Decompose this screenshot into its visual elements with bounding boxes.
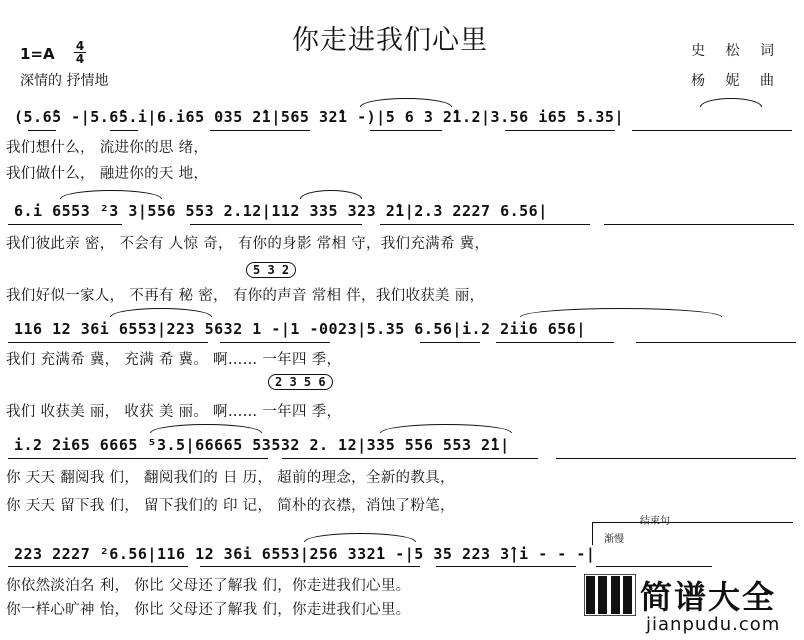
- lyrics-line-4b: 你 天天 留下我 们， 留下我们的 印 记， 简朴的衣襟，消蚀了粉笔，: [6, 498, 455, 514]
- lyrics-line-1a: 我们想什么， 流进你的思 绪，: [6, 140, 209, 156]
- watermark-name: 简谱大全: [640, 578, 777, 616]
- lyrics-line-4a: 你 天天 翻阅我 们， 翻阅我们的 日 历， 超前的理念，全新的教具，: [6, 470, 455, 486]
- beam: [496, 342, 614, 343]
- slur: [304, 533, 416, 542]
- slur: [110, 308, 212, 317]
- ritard-label: 渐慢: [604, 534, 624, 545]
- beam: [632, 130, 792, 131]
- slur: [700, 98, 762, 107]
- beam: [282, 458, 538, 459]
- beam: [596, 566, 712, 567]
- meter-bottom: 4: [75, 52, 85, 66]
- composer-credit: 杨 妮 曲: [691, 73, 782, 89]
- beam: [556, 458, 796, 459]
- beam: [380, 224, 590, 225]
- notation-line-4: i.2 2i65 6665 ⁵3.5|66665 53532 2. 12|335 556 553 2̂1|: [14, 436, 510, 454]
- beam: [505, 130, 615, 131]
- beam: [636, 342, 796, 343]
- slur: [380, 424, 512, 433]
- notation-line-2: 6.i 6553 ²3 3|556 553 2.12|112 335 323 2̂1|2.3 2227 6.56|: [14, 202, 548, 220]
- notation-line-1: (5.6̂5 -|5.6̂5.i|6.i65 035 2̂1|565 32̂1 -)|5 6 3 2̂1.2|3.56 i65 5.35|: [14, 108, 624, 126]
- beam: [8, 458, 268, 459]
- beam: [604, 224, 794, 225]
- ending-label: 结束句: [640, 516, 670, 527]
- meter-top: 4: [75, 39, 85, 53]
- beam: [436, 566, 576, 567]
- beam: [420, 342, 480, 343]
- lyrics-line-2b: 我们好似一家人， 不再有 秘 密， 有你的声音 常相 伴，我们收获美 丽，: [6, 288, 485, 304]
- beam: [110, 130, 138, 131]
- key-signature: 1=A: [20, 45, 55, 63]
- lyrics-line-5b: 你一样心旷神 怡， 你比 父母还了解我 们，你走进我们心里。: [6, 602, 411, 618]
- lyrics-line-1b: 我们做什么， 融进你的天 地，: [6, 166, 209, 182]
- piano-keys-icon: [584, 574, 636, 616]
- beam: [370, 130, 442, 131]
- lyrics-line-3a: 我们 充满希 冀， 充满 希 冀。 啊…… 一年四 季，: [6, 352, 342, 368]
- circled-variant-a: 5 3 2: [246, 262, 296, 278]
- notation-line-3: 116 12 36i 6553|223 5632 1 -|1 -0023|5.35 6.56|i.2 2ii6 656|: [14, 320, 586, 338]
- slur: [150, 424, 262, 433]
- beam: [200, 566, 420, 567]
- circled-variant-b: 2 3 5 6: [268, 374, 333, 390]
- beam: [220, 342, 330, 343]
- slur: [60, 190, 162, 199]
- beam: [28, 130, 56, 131]
- slur: [360, 98, 452, 107]
- beam: [210, 130, 310, 131]
- slur: [520, 308, 722, 317]
- tempo-marking: 深情的 抒情地: [20, 73, 109, 89]
- lyrics-line-5a: 你依然淡泊名 利， 你比 父母还了解我 们，你走进我们心里。: [6, 578, 411, 594]
- lyrics-line-3b: 我们 收获美 丽， 收获 美 丽。 啊…… 一年四 季，: [6, 404, 342, 420]
- watermark-url: jianpudu.com: [646, 614, 781, 635]
- site-watermark: [576, 570, 798, 638]
- notation-line-5: 223 2227 ²6.56|116 12 36i 6553|256 332̂1 -|5 35 223 3̂|i - - -|: [14, 545, 596, 563]
- beam: [8, 342, 208, 343]
- time-signature: [72, 40, 88, 65]
- slur: [300, 190, 362, 199]
- lyrics-line-2a: 我们彼此亲 密， 不会有 人惊 奇， 有你的身影 常相 守，我们充满希 冀，: [6, 236, 490, 252]
- lyricist-credit: 史 松 词: [691, 43, 782, 59]
- beam: [8, 566, 188, 567]
- beam: [8, 224, 122, 225]
- beam: [190, 224, 362, 225]
- song-title: 你走进我们心里: [292, 25, 488, 56]
